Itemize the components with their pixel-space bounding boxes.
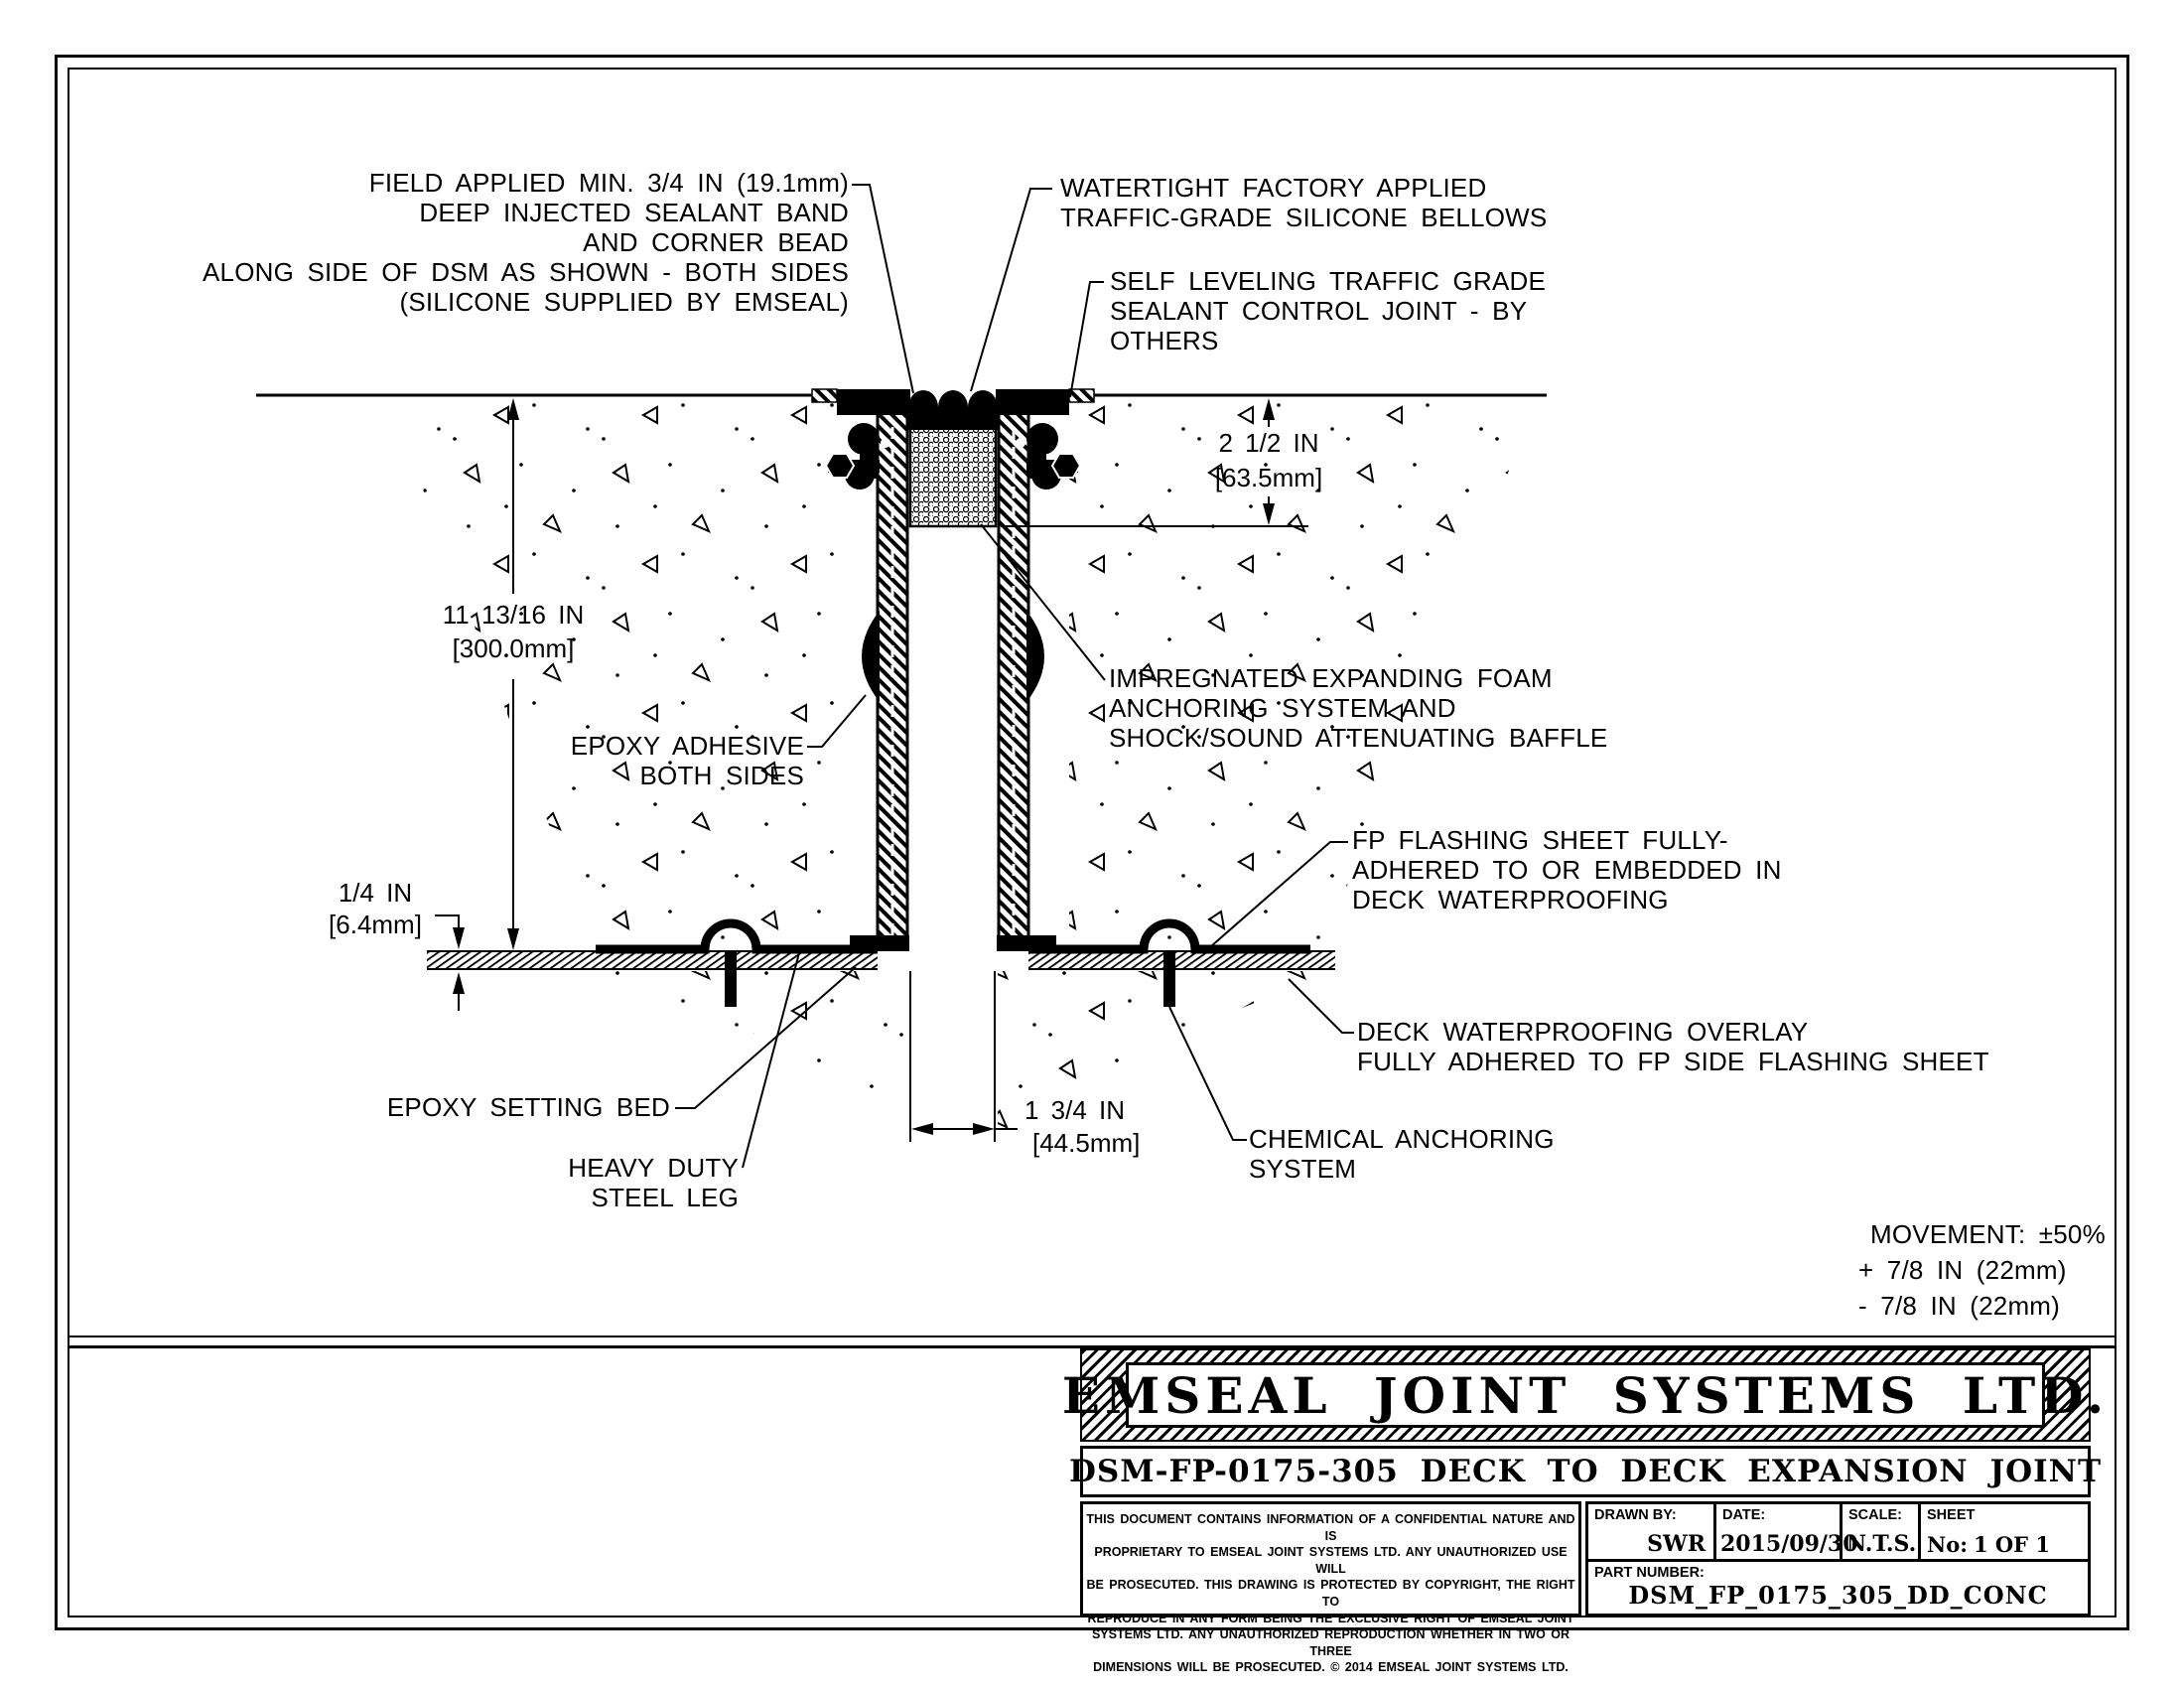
legal-line: THIS DOCUMENT CONTAINS INFORMATION OF A CONFIDENTIAL NATURE AND IS — [1086, 1512, 1575, 1543]
scale-cell — [1843, 1504, 1921, 1559]
dimension-overlay-thickness — [329, 878, 465, 1011]
annotation-line: IMPREGNATED EXPANDING FOAM — [1109, 663, 1553, 693]
silicone-bellows — [908, 390, 998, 430]
annotation-line: STEEL LEG — [591, 1183, 739, 1212]
annotation-line: DECK WATERPROOFING OVERLAY — [1357, 1017, 1809, 1047]
annotation-line: TRAFFIC-GRADE SILICONE BELLOWS — [1060, 203, 1548, 232]
dim-height-mm: [300.0mm] — [452, 633, 575, 663]
legal-line: SYSTEMS LTD. ANY UNAUTHORIZED REPRODUCTION WHETHER IN TWO OR THREE — [1091, 1627, 1570, 1658]
annotation-line: CHEMICAL ANCHORING — [1249, 1124, 1555, 1154]
dim-depth-mm: [63.5mm] — [1214, 463, 1323, 492]
annotation-line: FP FLASHING SHEET FULLY- — [1352, 825, 1728, 855]
dim-overlay-mm: [6.4mm] — [329, 910, 422, 939]
deck-waterproofing-band — [427, 951, 1335, 969]
annotation-line: DEEP INJECTED SEALANT BAND — [419, 198, 849, 227]
annotation-line: WATERTIGHT FACTORY APPLIED — [1060, 173, 1487, 203]
annotation-line: DECK WATERPROOFING — [1352, 885, 1669, 914]
annotation-heavy-duty-leg — [568, 1153, 739, 1212]
annotation-line: AND CORNER BEAD — [583, 227, 849, 257]
scale-value: N.T.S. — [1846, 1531, 1917, 1557]
legal-line: BE PROSECUTED. THIS DRAWING IS PROTECTED BY COPYRIGHT, THE RIGHT TO — [1086, 1578, 1575, 1609]
annotation-self-leveling — [1110, 266, 1546, 355]
movement-line: + 7/8 IN (22mm) — [1858, 1255, 2067, 1285]
annotation-field-applied — [203, 168, 849, 317]
impregnated-foam-block — [910, 427, 996, 526]
dimension-joint-gap — [911, 1095, 1140, 1158]
movement-note — [1858, 1219, 2106, 1321]
drawn-by-label: DRAWN BY: — [1594, 1507, 1677, 1523]
date-cell — [1716, 1504, 1858, 1559]
annotation-line: (SILICONE SUPPLIED BY EMSEAL) — [399, 287, 849, 317]
part-number-label: PART NUMBER: — [1594, 1565, 1705, 1581]
annotation-line: ANCHORING SYSTEM AND — [1109, 693, 1456, 723]
annotation-epoxy-bed — [387, 1092, 670, 1122]
movement-line: MOVEMENT: ±50% — [1870, 1219, 2106, 1249]
dim-height-in: 11 13/16 IN — [442, 600, 585, 630]
titleblock-fields — [1585, 1501, 2091, 1617]
dim-overlay-in: 1/4 IN — [338, 878, 413, 908]
drawn-by-value: SWR — [1647, 1531, 1706, 1557]
legal-line: DIMENSIONS WILL BE PROSECUTED. © 2014 EMSEAL JOINT SYSTEMS LTD. — [1093, 1660, 1569, 1675]
annotation-line: ADHERED TO OR EMBEDDED IN — [1352, 855, 1782, 885]
sheet-cell — [1921, 1504, 2088, 1559]
date-value: 2015/09/30 — [1720, 1531, 1858, 1557]
legal-notice-box — [1080, 1501, 1581, 1675]
company-name: EMSEAL JOINT SYSTEMS LTD. — [1126, 1362, 2045, 1428]
annotation-chemical-anchor — [1249, 1124, 1555, 1184]
drawing-title: DSM-FP-0175-305 DECK TO DECK EXPANSION JOINT — [1069, 1454, 2103, 1489]
titleblock-row1 — [1588, 1504, 2088, 1559]
company-logo-box — [1061, 1348, 2110, 1442]
sheet-value: 1 OF 1 — [1973, 1532, 2050, 1557]
annotation-line: SHOCK/SOUND ATTENUATING BAFFLE — [1109, 723, 1608, 753]
part-number-cell — [1588, 1559, 2088, 1614]
joint-gap-lines — [910, 971, 995, 1142]
annotation-line: FIELD APPLIED MIN. 3/4 IN (19.1mm) — [368, 168, 849, 198]
drawing-title-box — [1069, 1446, 2103, 1497]
dim-depth-in: 2 1/2 IN — [1218, 428, 1319, 458]
annotation-line: SEALANT CONTROL JOINT - BY — [1110, 296, 1528, 326]
movement-line: - 7/8 IN (22mm) — [1858, 1291, 2061, 1321]
date-label: DATE: — [1722, 1507, 1766, 1523]
annotation-line: BOTH SIDES — [639, 761, 804, 790]
dim-gap-in: 1 3/4 IN — [1024, 1095, 1126, 1125]
scale-label: SCALE: — [1848, 1507, 1902, 1523]
annotation-watertight-bellows — [1060, 173, 1547, 232]
legal-line: REPRODUCE IN ANY FORM BEING THE EXCLUSIVE RIGHT OF EMSEAL JOINT — [1087, 1611, 1574, 1625]
annotation-line: HEAVY DUTY — [568, 1153, 739, 1183]
annotation-impregnated-foam — [1109, 663, 1607, 753]
titleblock-divider-upper — [68, 1336, 2116, 1337]
annotation-line: SELF LEVELING TRAFFIC GRADE — [1110, 266, 1547, 296]
drawn-by-cell — [1588, 1504, 1716, 1559]
annotation-line: ALONG SIDE OF DSM AS SHOWN - BOTH SIDES — [203, 257, 849, 287]
annotation-line: SYSTEM — [1249, 1154, 1357, 1184]
annotation-line: FULLY ADHERED TO FP SIDE FLASHING SHEET — [1357, 1047, 1989, 1076]
annotation-fp-flashing — [1352, 825, 1782, 914]
annotation-line: EPOXY SETTING BED — [386, 1092, 670, 1122]
annotation-deck-overlay — [1357, 1017, 1989, 1076]
dim-gap-mm: [44.5mm] — [1032, 1128, 1141, 1158]
sheet-no-label: No: — [1927, 1532, 1968, 1557]
sheet-label: SHEET — [1927, 1507, 1976, 1523]
legal-line: PROPRIETARY TO EMSEAL JOINT SYSTEMS LTD. ANY UNAUTHORIZED USE WILL — [1094, 1545, 1568, 1576]
annotation-line: EPOXY ADHESIVE — [570, 731, 804, 761]
part-number-value: DSM_FP_0175_305_DD_CONC — [1628, 1581, 2048, 1610]
annotation-line: OTHERS — [1110, 326, 1219, 355]
